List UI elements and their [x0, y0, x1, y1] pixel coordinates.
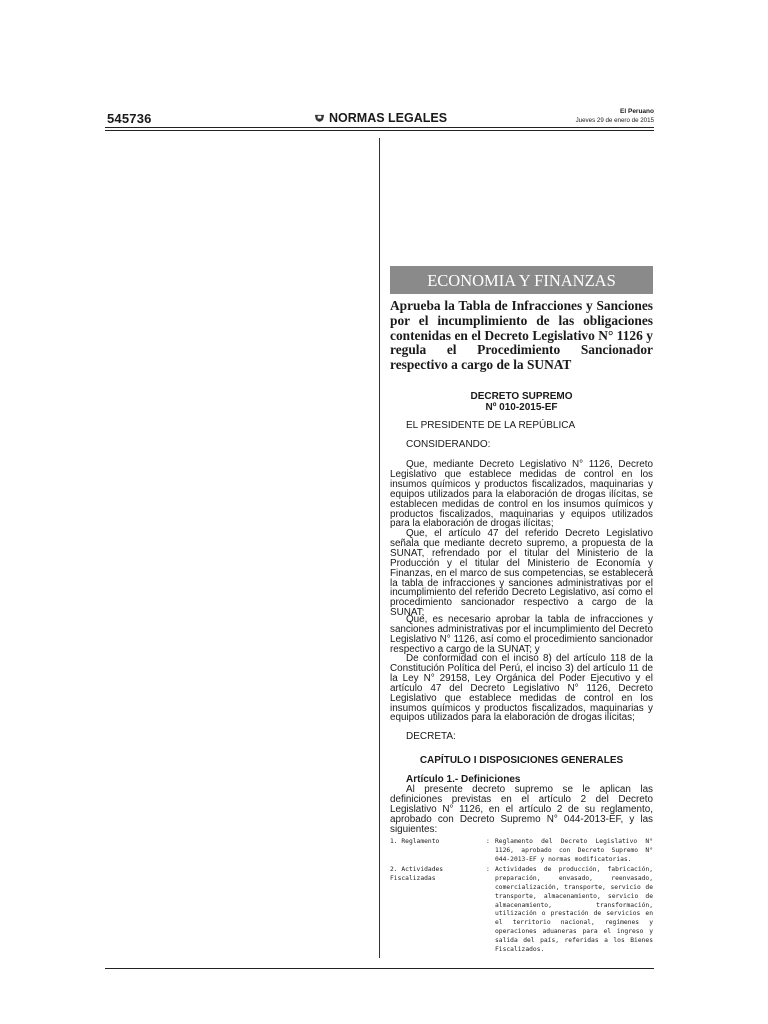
- article-text: Al presente decreto supremo se le aplican las definiciones previstas en el artículo 2 del Decreto Legislativo N° 1126, en el artículo 2 de su reglamento, aprobado con Decreto Supremo N° 044-2013-EF, y las siguientes:: [390, 784, 653, 835]
- definition-separator: :: [486, 866, 490, 874]
- decree-type: DECRETO SUPREMO: [470, 391, 573, 402]
- definition-separator: :: [486, 838, 490, 845]
- paragraph-4: De conformidad con el inciso 8) del artículo 118 de la Constitución Política del Perú, el inciso 3) del artículo 11 de la Ley N° 29158, Ley Orgánica del Poder Ejecutivo y el artículo 47 del Decreto Legislativo N° 1126, Decreto Legislativo que establece medidas de control en los insumos químicos y productos fiscalizados, maquinarias y equipos utilizados para la elaboración de drogas ilícitas;: [390, 653, 653, 724]
- document-title: Aprueba la Tabla de Infracciones y Sanciones por el incumplimiento de las obligaciones contenidas en el Decreto Legislativo N° 1126 y regula el Procedimiento Sancionador respectivo a cargo de la SUNAT: [390, 298, 653, 373]
- issue-date: Jueves 29 de enero de 2015: [575, 117, 654, 124]
- header-meta: [576, 107, 654, 125]
- footer-rule: [105, 968, 654, 969]
- paragraph-3: Que, es necesario aprobar la tabla de infracciones y sanciones administrativas por el incumplimiento del Decreto Legislativo N° 1126, así como el procedimiento sancionador respectivo a cargo de la SUNAT; y: [390, 614, 653, 655]
- decree-number: Nº 010-2015-EF: [485, 402, 558, 413]
- paragraph-2: Que, el artículo 47 del referido Decreto Legislativo señala que mediante decreto supremo, a propuesta de la SUNAT, refrendado por el titular del Ministerio de la Producción y el titular del Ministerio de Economía y Finanzas, en el marco de sus competencias, se establecerá la tabla de infracciones y sanciones administrativas por el incumplimiento del referido Decreto Legislativo, así como el procedimiento sancionador respectivo a cargo de la SUNAT;: [390, 528, 653, 619]
- definitions-table: [390, 838, 653, 954]
- considerando-heading: CONSIDERANDO:: [406, 439, 491, 450]
- header-rule-top: [105, 127, 654, 128]
- paragraph-1: Que, mediante Decreto Legislativo N° 1126, Decreto Legislativo que establece medidas de control en los insumos químicos y productos fiscalizados, maquinarias y equipos utilizados para la elaboración de drogas ilícitas, se establecen medidas de control en los insumos químicos y productos fiscalizados, maquinarias y equipos utilizados para la elaboración de drogas ilícitas;: [390, 459, 653, 530]
- publication-logo: [314, 111, 447, 125]
- decreta-heading: DECRETA:: [406, 731, 456, 742]
- article-heading: Artículo 1.- Definiciones: [406, 774, 521, 785]
- definition-term: 2. Actividades Fiscalizadas: [390, 866, 444, 883]
- definition-row: [390, 866, 653, 954]
- issuer-line: EL PRESIDENTE DE LA REPÚBLICA: [406, 420, 576, 431]
- header-rule-bottom: [105, 130, 654, 131]
- decree-heading: [390, 391, 653, 413]
- logo-text: NORMAS LEGALES: [329, 111, 448, 125]
- page-number: 545736: [107, 111, 152, 126]
- section-heading: ECONOMIA Y FINANZAS: [390, 266, 653, 294]
- chapter-heading: CAPÍTULO I DISPOSICIONES GENERALES: [419, 755, 624, 766]
- definition-row: [390, 838, 653, 864]
- definition-description: Reglamento del Decreto Legislativo N° 1126, aprobado con Decreto Supremo N° 044-2013-EF y normas modificatorias.: [495, 838, 653, 863]
- definition-description: Actividades de producción, fabricación, preparación, envasado, reenvasado, comercialización, transporte, servicio de transporte, almacenamiento, servicio de almacenamiento, transformación, utilización o prestación de servicios en el territorio nacional, regímenes y operaciones aduaneras para el ingreso y salida del país, referidas a los Bienes Fiscalizados.: [495, 866, 653, 953]
- publication-name: El Peruano: [620, 108, 654, 115]
- crest-icon: [314, 113, 325, 124]
- definition-term: 1. Reglamento: [390, 838, 440, 845]
- column-divider: [379, 138, 380, 958]
